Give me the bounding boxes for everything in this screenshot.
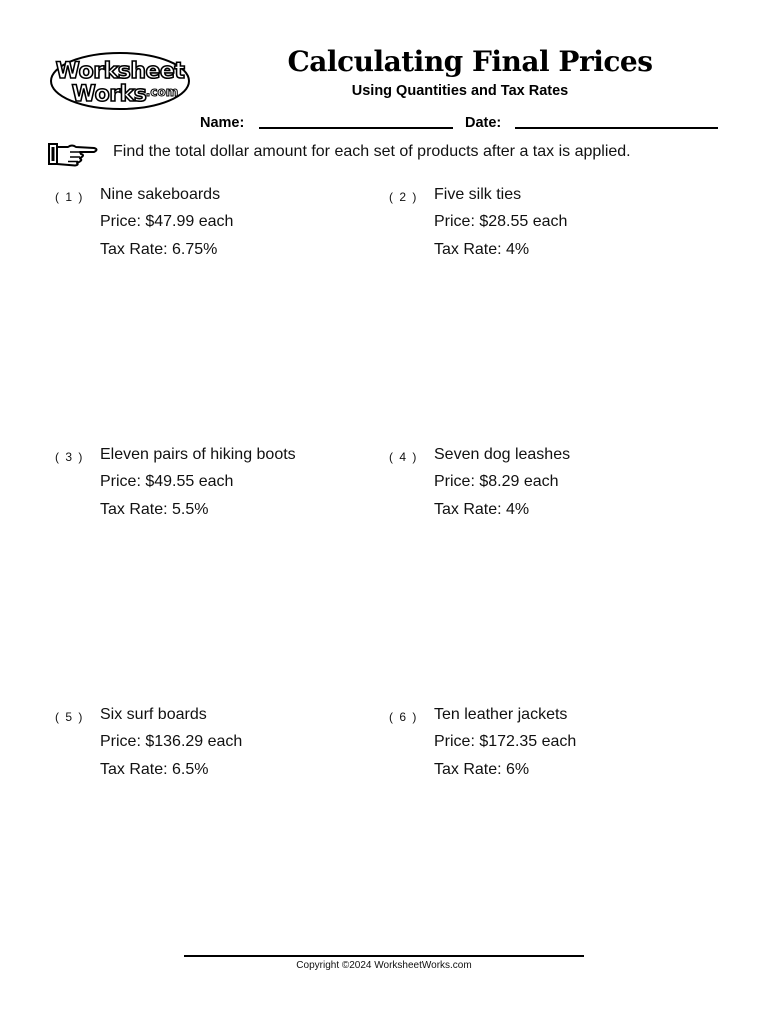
date-blank-line xyxy=(515,127,718,129)
problem-tax-rate: Tax Rate: 4% xyxy=(434,241,530,258)
problem-number: ( 4 ) xyxy=(389,450,418,464)
page-title: Calculating Final Prices xyxy=(287,45,653,78)
problem-price: Price: $49.55 each xyxy=(100,473,234,490)
problem-tax-rate: Tax Rate: 6.5% xyxy=(100,761,209,778)
footer-divider xyxy=(184,955,584,957)
problem-item: Seven dog leashes xyxy=(434,446,571,463)
problem-number: ( 5 ) xyxy=(55,710,84,724)
problem-number: ( 1 ) xyxy=(55,190,84,204)
name-blank-line xyxy=(259,127,453,129)
copyright-text: Copyright ©2024 WorksheetWorks.com xyxy=(296,960,472,971)
svg-text:Worksheet: Worksheet xyxy=(55,59,185,84)
problem-price: Price: $8.29 each xyxy=(434,473,559,490)
problem-item: Ten leather jackets xyxy=(434,706,568,723)
problem-price: Price: $47.99 each xyxy=(100,213,234,230)
problem-number: ( 2 ) xyxy=(389,190,418,204)
problem-item: Six surf boards xyxy=(100,706,207,723)
name-label: Name: xyxy=(200,115,245,131)
problem-item: Nine sakeboards xyxy=(100,186,221,203)
svg-text:Works: Works xyxy=(71,82,147,107)
pointing-hand-icon xyxy=(48,141,100,167)
page-subtitle: Using Quantities and Tax Rates xyxy=(351,83,569,99)
instructions-text: Find the total dollar amount for each set of products after a tax is applied. xyxy=(113,143,631,160)
problem-tax-rate: Tax Rate: 4% xyxy=(434,501,530,518)
problem-price: Price: $28.55 each xyxy=(434,213,568,230)
problem-tax-rate: Tax Rate: 5.5% xyxy=(100,501,209,518)
problem-number: ( 3 ) xyxy=(55,450,84,464)
problem-price: Price: $172.35 each xyxy=(434,733,577,750)
problem-number: ( 6 ) xyxy=(389,710,418,724)
problem-tax-rate: Tax Rate: 6% xyxy=(434,761,530,778)
problem-price: Price: $136.29 each xyxy=(100,733,243,750)
problem-tax-rate: Tax Rate: 6.75% xyxy=(100,241,218,258)
problem-item: Eleven pairs of hiking boots xyxy=(100,446,296,463)
worksheetworks-logo xyxy=(49,51,191,111)
date-label: Date: xyxy=(465,115,502,131)
problem-item: Five silk ties xyxy=(434,186,522,203)
svg-text:.com: .com xyxy=(145,85,179,99)
